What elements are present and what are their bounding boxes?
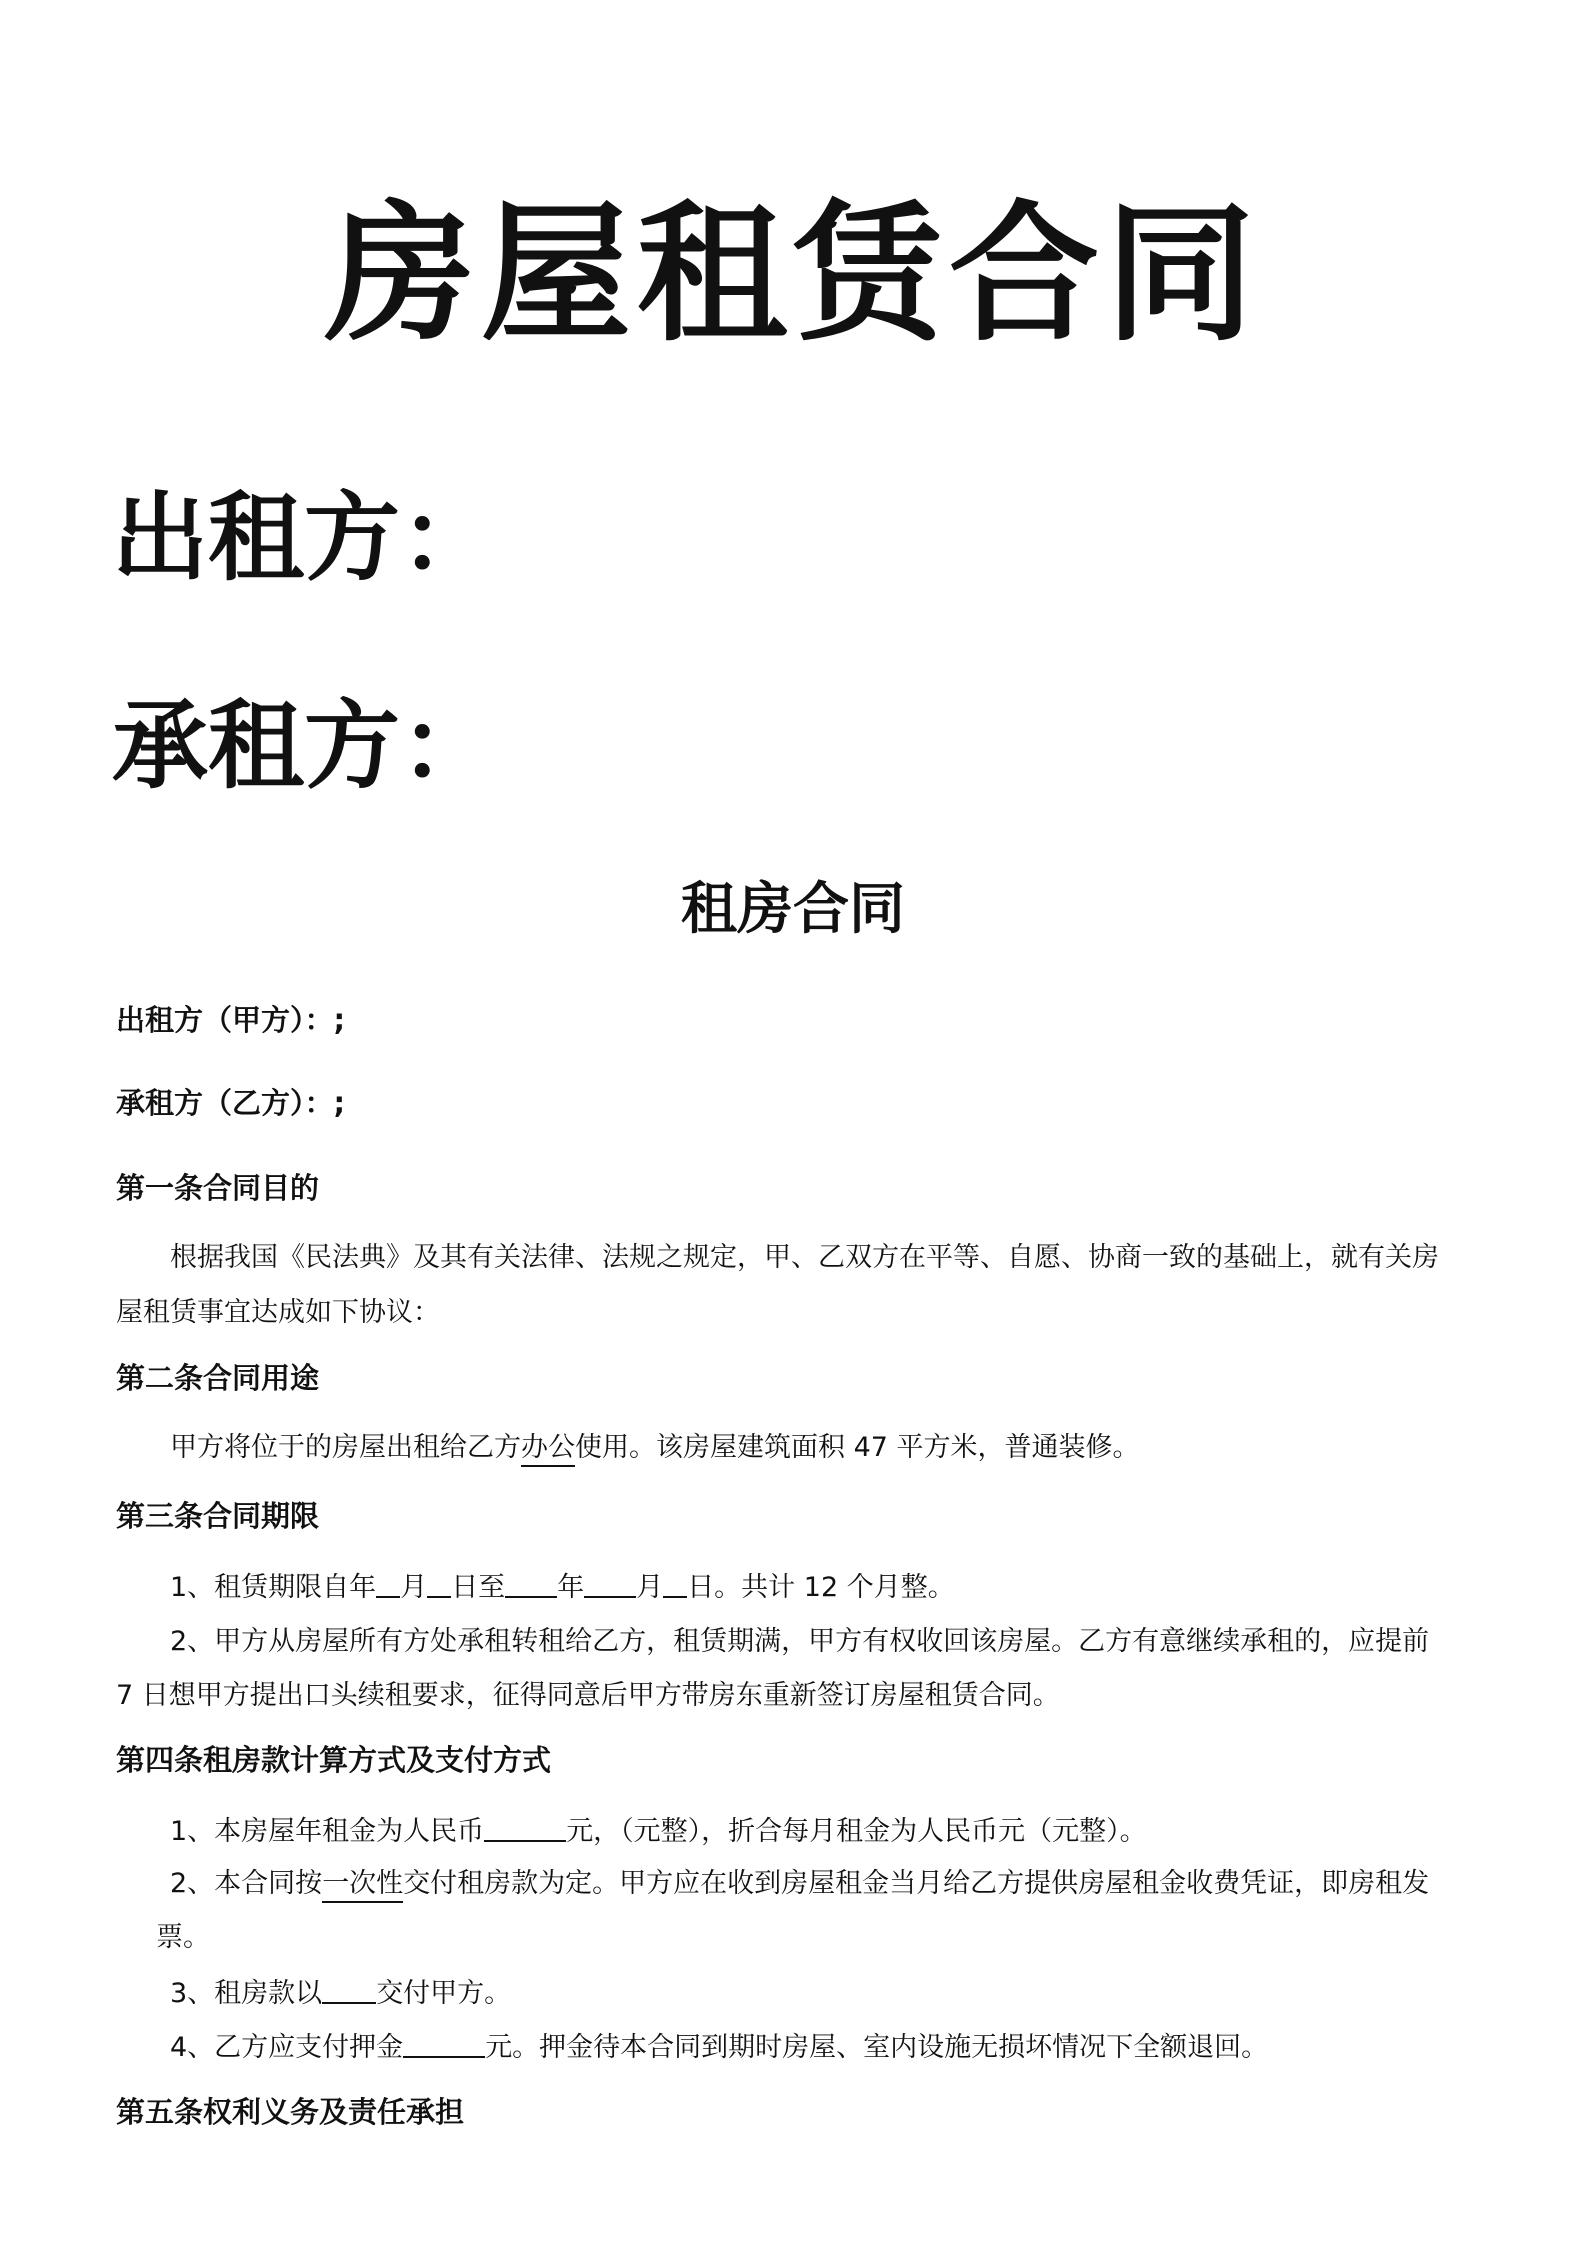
article-4-item-2-line-2: 票。: [156, 1922, 210, 1953]
lessee-label: 承租方：: [112, 690, 496, 802]
article-3-item-2-line-1: 2、甲方从房屋所有方处承租转租给乙方，租赁期满，甲方有权收回该房屋。乙方有意继续承租的，应提前: [170, 1626, 1430, 1657]
article-4-heading: 第四条租房款计算方式及支付方式: [116, 1743, 552, 1777]
article-4-item-3: [170, 1972, 511, 2014]
article-4-item-4: [170, 2026, 1268, 2068]
item-1-text-b: 月: [400, 1572, 428, 1603]
article-1-line-2: 屋租赁事宜达成如下协议：: [116, 1297, 440, 1328]
article-1-line-1: 根据我国《民法典》及其有关法律、法规之规定，甲、乙双方在平等、自愿、协商一致的基础上，就有关房: [170, 1242, 1439, 1273]
party-b-line: 承租方（乙方）：;: [116, 1086, 346, 1120]
item-1-text-c: 日至: [451, 1572, 506, 1603]
article-3-heading: 第三条合同期限: [116, 1499, 320, 1533]
item-2-text-a: 2、本合同按: [170, 1868, 323, 1899]
payment-method-underlined: 一次性: [322, 1868, 403, 1903]
item-1-text-b: 元，（元整），折合每月租金为人民币元（元整）。: [566, 1816, 1147, 1847]
blank-month-1: [376, 1566, 400, 1598]
article-4-item-1: [170, 1810, 1147, 1852]
article-2-usage-underlined: 办公: [521, 1432, 575, 1467]
item-3-text-a: 3、租房款以: [170, 1978, 323, 2009]
item-1-text-d: 年: [557, 1572, 585, 1603]
article-2-part-1: 甲方将位于的房屋出租给乙方: [170, 1432, 521, 1463]
item-1-text-e: 月: [636, 1572, 664, 1603]
blank-month-2: [584, 1566, 636, 1598]
blank-day-2: [663, 1566, 687, 1598]
article-2-part-2: 使用。该房屋建筑面积 47 平方米，普通装修。: [575, 1432, 1140, 1463]
item-4-text-b: 元。押金待本合同到期时房屋、室内设施无损坏情况下全额退回。: [485, 2032, 1269, 2063]
article-1-heading: 第一条合同目的: [116, 1171, 320, 1205]
article-3-item-2-line-2: 7 日想甲方提出口头续租要求，征得同意后甲方带房东重新签订房屋租赁合同。: [116, 1680, 1060, 1711]
item-1-text-f: 日。共计 12 个月整。: [687, 1572, 955, 1603]
item-3-text-b: 交付甲方。: [376, 1978, 512, 2009]
document-title: 房屋租赁合同: [324, 188, 1261, 362]
blank-annual-rent: [484, 1810, 566, 1842]
article-2-text: [170, 1428, 1140, 1468]
article-3-item-1: [170, 1566, 955, 1608]
item-1-text-a: 1、本房屋年租金为人民币: [170, 1816, 485, 1847]
blank-deposit: [403, 2026, 485, 2058]
party-a-line: 出租方（甲方）：;: [116, 1003, 346, 1037]
article-2-heading: 第二条合同用途: [116, 1361, 320, 1395]
blank-day-1: [427, 1566, 451, 1598]
blank-payment-channel: [322, 1972, 376, 2004]
item-4-text-a: 4、乙方应支付押金: [170, 2032, 404, 2063]
item-1-text-a: 1、租赁期限自年: [170, 1572, 377, 1603]
contract-subtitle: 租房合同: [681, 877, 905, 942]
article-4-item-2: [170, 1864, 1429, 1904]
article-5-heading: 第五条权利义务及责任承担: [116, 2095, 465, 2129]
blank-year-2: [505, 1566, 557, 1598]
item-2-text-b: 交付租房款为定。甲方应在收到房屋租金当月给乙方提供房屋租金收费凭证，即房租发: [403, 1868, 1430, 1899]
lessor-label: 出租方：: [112, 482, 496, 594]
